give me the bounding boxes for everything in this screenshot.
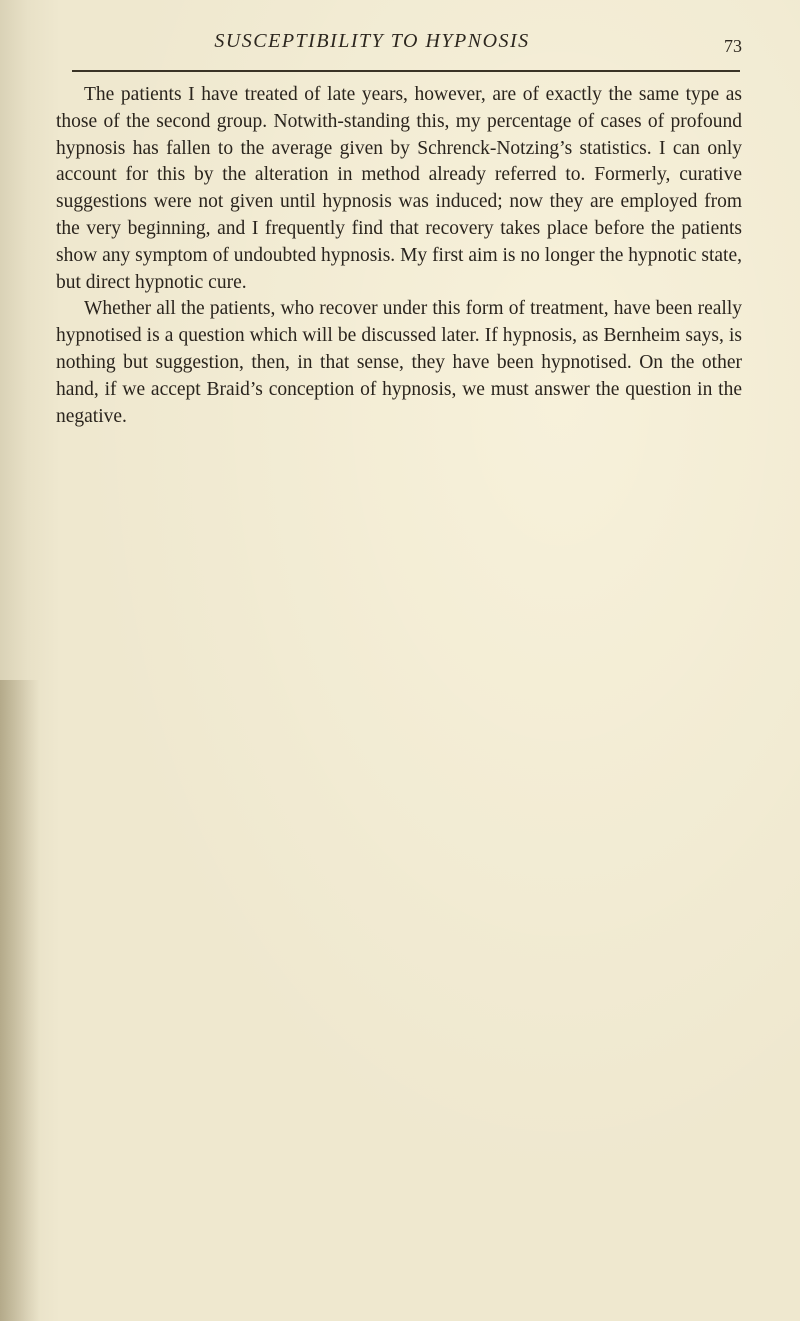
binding-shadow (0, 680, 40, 1321)
running-head (72, 30, 752, 70)
header-rule (72, 70, 740, 72)
paragraph: Whether all the patients, who recover under this form of treatment, have been really hypnotised is a question which will be discussed later. If hypnosis, as Bernheim says, is nothing but suggestion, then, in that sense, they have been hypnotised. On the other hand, if we accept Braid’s conception of hypnosis, we must answer the question in the negative. (56, 298, 742, 427)
running-title: SUSCEPTIBILITY TO HYPNOSIS (214, 30, 530, 52)
page-number: 73 (724, 36, 742, 56)
paragraph: The patients I have treated of late years, however, are of exactly the same type as those of the second group. Notwith-standing this, my percentage of cases of profound hypnosis has fallen to the average given by Schrenck-Notzing’s statistics. I can only account for this by the alteration in method already referred to. Formerly, curative suggestions were not given until hypnosis was induced; now they are employed from the very beginning, and I frequently find that recovery takes place before the patients show any symptom of undoubted hypnosis. My first aim is no longer the hypnotic state, but direct hypnotic cure. (56, 84, 742, 293)
body-text (56, 82, 742, 430)
